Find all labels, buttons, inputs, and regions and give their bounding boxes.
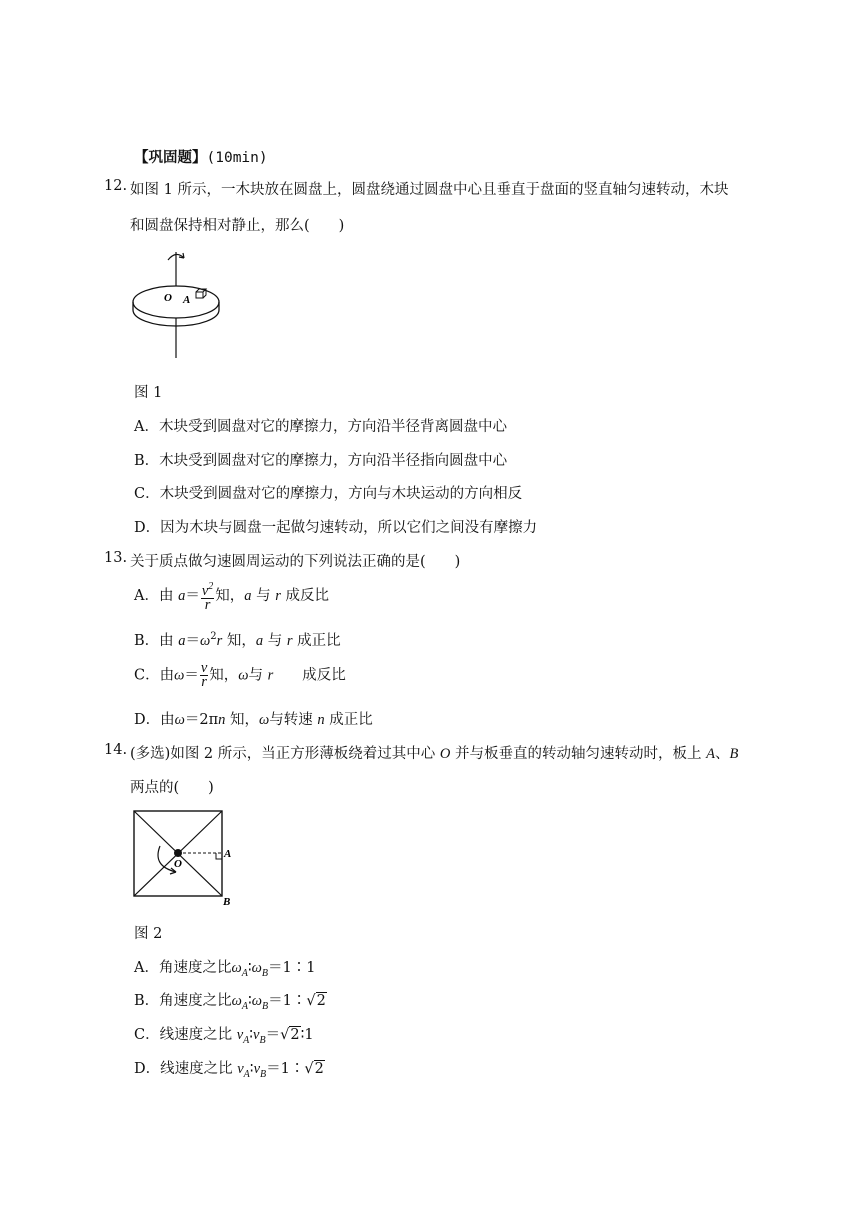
q13d-n: n [218,712,226,728]
q14c-sqrt: √2 [280,1027,300,1043]
q14d-sub-b: B [260,1068,267,1080]
q12-option-a: A．木块受到圆盘对它的摩擦力，方向沿半径背离圆盘中心 [134,419,507,435]
q13b-v2: r [286,633,293,649]
q14a-colon: ∶ [247,960,252,976]
q13a-num-sup: 2 [208,581,214,592]
q14c-sub-b: B [259,1034,266,1046]
q13a-mid: 知， [215,587,245,604]
q14a-sub-a: A [241,967,248,979]
q14a-w1: ω [231,960,242,976]
q14-number: 14. [104,742,128,758]
q13b-sup: 2 [210,631,217,643]
q14c-root: 2 [290,1027,300,1043]
q13b-eq: ＝ [185,633,201,649]
q14b-prefix: B．角速度之比 [134,993,232,1009]
q13d-t2: 成正比 [324,712,373,728]
q13c-lhs: ω [174,667,185,684]
q13c-mid: 知， [209,667,239,684]
q14d-v1: v [237,1061,244,1077]
q13-option-c [134,662,346,689]
figure-2-caption: 图 2 [134,926,163,942]
q14-line1-A: A [706,746,715,762]
fig1-label-a: A [183,294,191,306]
q13a-lhs: a [178,587,186,604]
q13-option-a [134,580,329,612]
q13b-mid: 知， [222,633,256,649]
q12-option-c: C．木块受到圆盘对它的摩擦力，方向与木块运动的方向相反 [134,486,523,502]
q13c-t1: 与 [248,667,268,684]
q13b-t2: 成正比 [292,633,341,649]
q13a-prefix: A．由 [134,587,179,604]
q14a-sub-b: B [261,967,268,979]
q14a-prefix: A．角速度之比 [134,960,232,976]
q13c-den: r [201,674,207,690]
q14c-eq: ＝ [265,1027,281,1043]
q14-stem-line1 [130,742,738,763]
q14d-sqrt: √2 [304,1061,324,1077]
q13d-mid: 知， [225,712,260,728]
q14-option-a [134,956,315,979]
q13c-t2: 成反比 [273,667,346,684]
q14-stem-line2: 两点的( ) [130,780,214,796]
figure-2-square-plate [130,808,240,908]
q13d-v1: ω [259,712,270,728]
q13-option-d [134,708,373,729]
q14a-w2: ω [251,960,262,976]
q14-line1-B: B [729,746,739,762]
q13d-eq: ＝2π [184,712,219,728]
q13a-num: v [201,582,209,599]
q14c-rest: ∶1 [300,1027,314,1043]
q14d-v2: v [253,1061,260,1077]
q13b-lhs: a [178,633,186,649]
q14d-root: 2 [314,1061,324,1077]
q14-option-b [134,989,327,1012]
q14c-sub-a: A [243,1034,250,1046]
q14b-sqrt: √2 [306,993,326,1009]
q14c-v1: v [236,1027,244,1043]
q13a-fraction [201,580,214,612]
q13c-fraction [200,662,208,689]
q13a-eq: ＝ [185,587,200,604]
q13c-prefix: C．由 [134,667,175,684]
q13b-prefix: B．由 [134,633,179,649]
q14c-prefix: C．线速度之比 [134,1027,237,1043]
section-title: 【巩固题】 [134,149,207,166]
q12-number: 12. [104,178,128,194]
q14d-prefix: D．线速度之比 [134,1061,238,1077]
q14a-rest: ＝1∶1 [267,960,316,976]
q14b-sub-a: A [241,1000,249,1012]
q14-option-c [134,1023,314,1046]
q13d-prefix: D．由 [134,712,175,728]
fig2-label-b: B [223,896,231,908]
q14b-root: 2 [316,993,326,1009]
q13b-r: r [216,633,223,649]
q13d-t1: 与转速 [269,712,318,728]
q13-number: 13. [104,550,128,566]
q13a-v2: r [275,587,281,604]
q13a-den: r [204,596,211,613]
q14b-colon: ∶ [248,993,252,1009]
section-time: (10min) [206,150,268,166]
q12-option-d: D．因为木块与圆盘一起做匀速转动，所以它们之间没有摩擦力 [134,520,538,536]
q13-stem: 关于质点做匀速圆周运动的下列说法正确的是( ) [130,554,461,570]
fig1-label-o: O [164,292,172,304]
q14-line1-a: (多选)如图 2 所示，当正方形薄板绕着过其中心 [130,746,440,762]
q13c-v1: ω [238,667,249,684]
q14b-rest: ＝1∶ [268,993,307,1009]
figure-1-rotating-disc [128,246,228,362]
q13-option-b [134,629,341,650]
q14b-w1: ω [231,993,242,1009]
q13a-t2: 成反比 [280,587,330,604]
q13c-eq: ＝ [184,667,199,684]
q13d-lhs: ω [174,712,185,728]
q14d-rest: ＝1∶ [266,1061,305,1077]
q14b-sub-b: B [262,1000,269,1012]
fig2-label-a: A [224,848,232,860]
figure-1-caption: 图 1 [134,385,163,401]
q14-line1-b: 并与板垂直的转动轴匀速转动时，板上 [450,746,707,762]
q14-line1-sep: 、 [714,746,730,762]
q13b-v1: a [255,633,264,649]
q13d-v2: n [317,712,325,728]
section-header [134,146,268,167]
q12-stem-line1: 如图 1 所示，一木块放在圆盘上，圆盘绕通过圆盘中心且垂直于盘面的竖直轴匀速转动，木块 [130,182,729,198]
q13a-v1: a [244,587,252,604]
q14c-v2: v [253,1027,260,1043]
q14d-colon: ∶ [249,1061,254,1077]
q12-option-b: B．木块受到圆盘对它的摩擦力，方向沿半径指向圆盘中心 [134,453,508,469]
fig2-label-o: O [174,858,182,870]
q13c-v2: r [267,667,274,684]
q14b-w2: ω [251,993,263,1009]
q13c-num: v [200,660,208,676]
q12-stem-line2: 和圆盘保持相对静止，那么( ) [130,218,345,234]
q14d-sub-a: A [243,1068,250,1080]
q14c-colon: ∶ [249,1027,254,1043]
q13b-t1: 与 [263,633,287,649]
q13b-omega: ω [200,633,211,649]
q13a-t1: 与 [251,587,276,604]
q14-option-d [134,1057,325,1080]
q14-line1-o: O [439,746,451,762]
